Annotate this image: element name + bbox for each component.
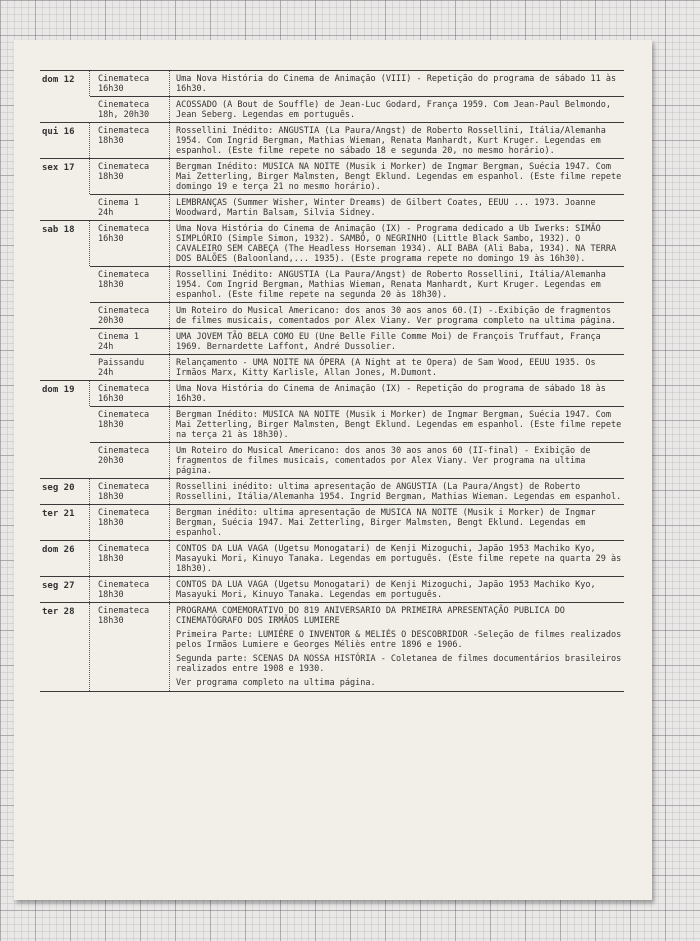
schedule-venue: Cinemateca 18h30 <box>90 123 170 158</box>
schedule-venue: Paissandu 24h <box>90 355 170 380</box>
schedule-venue: Cinemateca 16h30 <box>90 71 170 96</box>
schedule-description: UMA JOVEM TÃO BELA COMO EU (Une Belle Fille Comme Moi) de François Truffaut, França 1969. Bernardette Laffont, André Dussolier. <box>176 332 601 352</box>
schedule-venue: Cinemateca 16h30 <box>90 221 170 266</box>
program-heading: PROGRAMA COMEMORATIVO DO 819 ANIVERSARIO DA PRIMEIRA APRESENTAÇÃO PUBLICA DO CINEMATÓGRAFO DOS IRMÃOS LUMIERE <box>176 606 565 626</box>
program-sheet <box>14 40 652 900</box>
schedule-description: Rossellini Inédito: ANGUSTIA (La Paura/Angst) de Roberto Rossellini, Itália/Alemanha 1954. Com Ingrid Bergman, Mathias Wieman, Renata Manhardt, Kurt Kruger. Legendas em espanhol. (Este filme repete na segunda 20 às 18h30). <box>176 270 606 300</box>
schedule-venue: Cinemateca 20h30 <box>90 443 170 478</box>
schedule-row <box>90 328 624 354</box>
schedule-venue: Cinemateca 18h30 <box>90 407 170 442</box>
schedule-venue: Cinemateca 18h30 <box>90 603 170 691</box>
schedule-description: Bergman Inédito: MUSICA NA NOITE (Musik i Morker) de Ingmar Bergman, Suécia 1947. Com Mai Zetterling, Birger Malmsten, Bengt Eklund. Legendas em espanhol. (Este filme repete na terça 21 às 18h30). <box>176 410 622 440</box>
program-part-one: Primeira Parte: LUMIÉRE O INVENTOR & MELIÉS O DESCOBRIDOR -Seleção de filmes realizados pelos Irmãos Lumiere e Georges Méliès entre 1896 e 1906. <box>176 630 622 650</box>
schedule-description: ACOSSADO (A Bout de Souffle) de Jean-Luc Godard, França 1959. Com Jean-Paul Belmondo, Jean Seberg. Legendas em português. <box>176 100 611 120</box>
schedule-description: Uma Nova História do Cinema de Animação (IX) - Programa dedicado a Ub Iwerks: SIMÃO SIMPLÓRIO (Simple Simon, 1932). SAMBÔ, O NEGRINHO (Little Black Sambo, 1932). O CAVALEIRO SEM CABEÇA (The Headless Horseman 1934). ALI BABA (Ali Baba, 1934). NA TERRA DOS BALÕES (Baloonland,... 1935). (Este programa repete no domingo 19 às 16h30). <box>176 224 617 264</box>
schedule-description <box>170 603 624 691</box>
schedule-day: ter 28 <box>40 603 90 691</box>
schedule-day: dom 12 <box>40 71 90 96</box>
schedule-description: Uma Nova História do Cinema de Animação (IX) - Repetição do programa de sábado 18 às 16h30. <box>176 384 606 404</box>
schedule-row <box>40 576 624 602</box>
schedule-venue: Cinema 1 24h <box>90 195 170 220</box>
schedule-row <box>40 122 624 158</box>
schedule-venue: Cinemateca 18h30 <box>90 479 170 504</box>
schedule-venue: Cinemateca 18h30 <box>90 505 170 540</box>
schedule-day: qui 16 <box>40 123 90 158</box>
schedule-venue: Cinemateca 20h30 <box>90 303 170 328</box>
schedule-description: CONTOS DA LUA VAGA (Ugetsu Monogatari) de Kenji Mizoguchi, Japão 1953 Machiko Kyo, Masayuki Mori, Kinuyo Tanaka. Legendas em português. <box>176 580 596 600</box>
schedule-description: Uma Nova História do Cinema de Animação (VIII) - Repetição do programa de sábado 11 às 16h30. <box>176 74 617 94</box>
schedule-row <box>90 194 624 220</box>
schedule-day: dom 19 <box>40 381 90 406</box>
schedule-row <box>40 478 624 504</box>
schedule-venue: Cinemateca 18h, 20h30 <box>90 97 170 122</box>
schedule-day: dom 26 <box>40 541 90 576</box>
schedule-description: Bergman Inédito: MUSICA NA NOITE (Musik i Morker) de Ingmar Bergman, Suécia 1947. Com Mai Zetterling, Birger Malmsten, Bengt Eklund. Legendas em espanhol. (Este filme repete domingo 19 e terça 21 no mesmo horário). <box>176 162 622 192</box>
schedule-day: sab 18 <box>40 221 90 266</box>
schedule-row <box>40 158 624 194</box>
schedule-venue: Cinemateca 18h30 <box>90 159 170 194</box>
schedule-table <box>40 70 624 692</box>
schedule-description: Rossellini inédito: ultima apresentação de ANGUSTIA (La Paura/Angst) de Roberto Rossellini, Itália/Alemanha 1954. Ingrid Bergman, Mathias Wieman. Legendas em espanhol. <box>176 482 622 502</box>
schedule-description: Rossellini Inédito: ANGUSTIA (La Paura/Angst) de Roberto Rossellini, Itália/Alemanha 1954. Com Ingrid Bergman, Mathias Wieman, Renata Manhardt, Kurt Kruger. Legendas em espanhol. (Este filme repete no sábado 18 e segunda 20, no mesmo horário). <box>176 126 606 156</box>
schedule-day: sex 17 <box>40 159 90 194</box>
schedule-venue: Cinemateca 16h30 <box>90 381 170 406</box>
schedule-description: Um Roteiro do Musical Americano: dos anos 30 aos anos 60 (II-final) - Exibição de fragmentos de filmes musicais, comentados por Alex Viany. Ver programa na ultima página. <box>176 446 591 476</box>
schedule-row <box>90 406 624 442</box>
schedule-day: seg 27 <box>40 577 90 602</box>
schedule-row <box>90 302 624 328</box>
schedule-venue: Cinemateca 18h30 <box>90 267 170 302</box>
program-note: Ver programa completo na ultima página. <box>176 678 376 688</box>
schedule-row <box>90 354 624 380</box>
schedule-description: Bergman inédito: ultima apresentação de MUSICA NA NOITE (Musik i Morker) de Ingmar Bergman, Suécia 1947. Mai Zetterling, Birger Malmsten, Bengt Eklund. Legendas em espanhol. <box>176 508 596 538</box>
schedule-venue: Cinemateca 18h30 <box>90 577 170 602</box>
schedule-row <box>40 540 624 576</box>
schedule-row-lumiere <box>40 602 624 692</box>
schedule-row <box>40 220 624 266</box>
schedule-row <box>40 70 624 96</box>
schedule-row <box>90 96 624 122</box>
schedule-row <box>90 266 624 302</box>
schedule-venue: Cinema 1 24h <box>90 329 170 354</box>
schedule-venue: Cinemateca 18h30 <box>90 541 170 576</box>
schedule-description: LEMBRANÇAS (Summer Wisher, Winter Dreams) de Gilbert Coates, EEUU ... 1973. Joanne Woodward, Martin Balsam, Silvia Sidney. <box>176 198 596 218</box>
schedule-description: Um Roteiro do Musical Americano: dos anos 30 aos anos 60.(I) -.Exibição de fragmentos de filmes musicais, comentados por Alex Viany. Ver programa completo na ultima página. <box>176 306 617 326</box>
schedule-row <box>40 380 624 406</box>
schedule-day: ter 21 <box>40 505 90 540</box>
schedule-day: seg 20 <box>40 479 90 504</box>
schedule-row <box>90 442 624 478</box>
schedule-description: CONTOS DA LUA VAGA (Ugetsu Monogatari) de Kenji Mizoguchi, Japão 1953 Machiko Kyo, Masayuki Mori, Kinuyo Tanaka. Legendas em português. (Este filme repete na quarta 29 às 18h30). <box>176 544 622 574</box>
schedule-description: Relançamento - UMA NOITE NA ÓPERA (A Night at te Opera) de Sam Wood, EEUU 1935. Os Irmãos Marx, Kitty Karlisle, Allan Jones, M.Dumont. <box>176 358 596 378</box>
schedule-row <box>40 504 624 540</box>
program-part-two: Segunda parte: SCENAS DA NOSSA HISTÓRIA - Coletanea de filmes documentários brasileiros realizados entre 1908 e 1930. <box>176 654 622 674</box>
